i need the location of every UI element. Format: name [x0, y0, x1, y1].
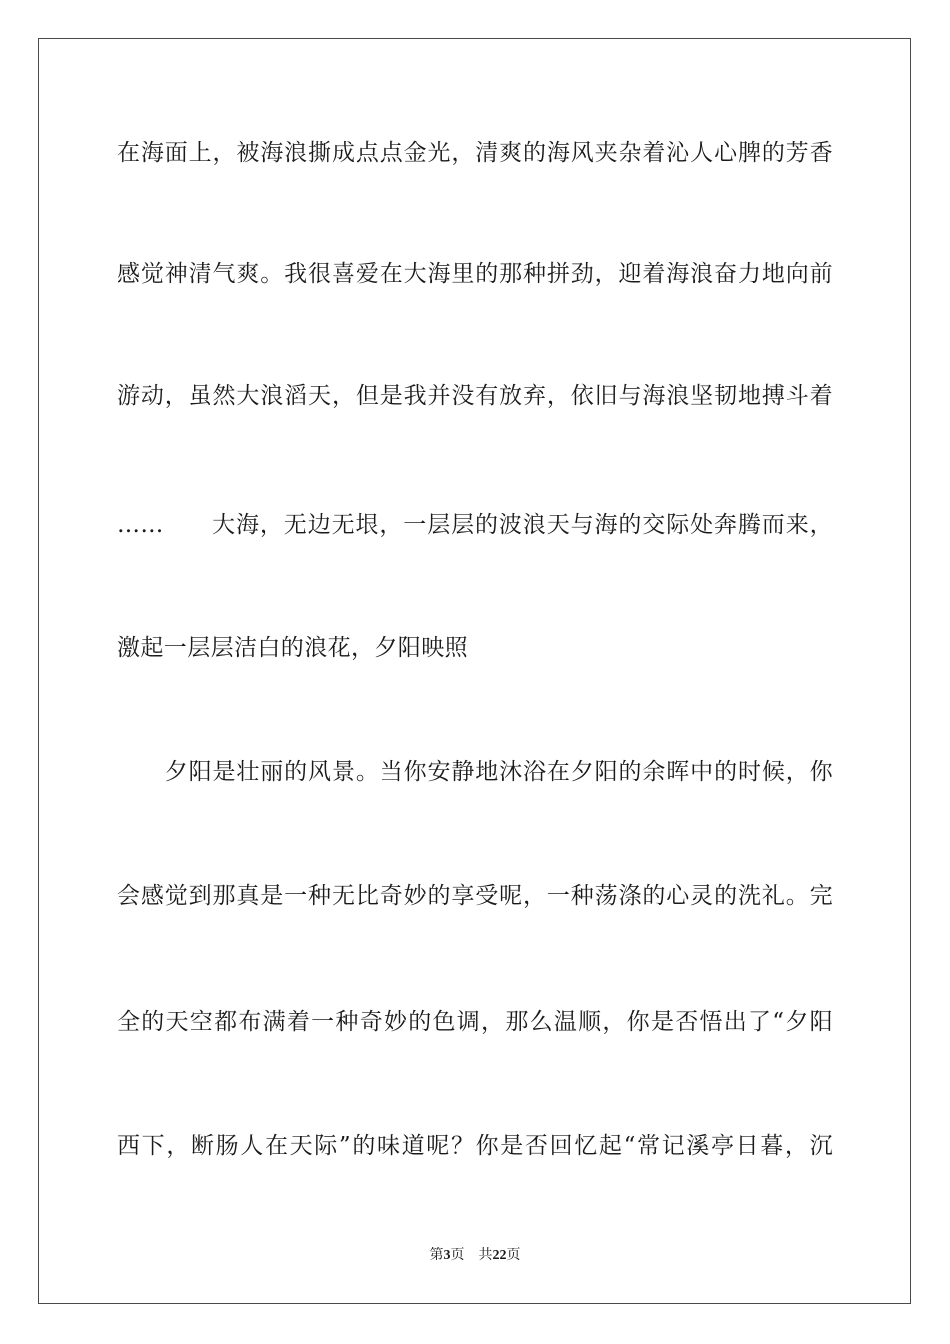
body-text-line: 会感觉到那真是一种无比奇妙的享受呢，一种荡涤的心灵的洗礼。完	[117, 883, 833, 909]
page-footer	[0, 1246, 950, 1265]
page-number: 3	[443, 1248, 451, 1263]
body-text-line: 夕阳是壮丽的风景。当你安静地沐浴在夕阳的余晖中的时候，你	[117, 759, 833, 785]
body-text-line: 感觉神清气爽。我很喜爱在大海里的那种拼劲，迎着海浪奋力地向前	[117, 261, 833, 287]
total-pages-prefix: 共	[478, 1247, 493, 1263]
total-pages-suffix: 页	[506, 1247, 521, 1263]
body-text-line: 游动，虽然大浪滔天，但是我并没有放弃，依旧与海浪坚韧地搏斗着	[117, 383, 833, 409]
page-number-suffix: 页	[450, 1247, 465, 1263]
body-text-line: 西下，断肠人在天际”的味道呢？你是否回忆起“常记溪亭日暮，沉	[117, 1133, 833, 1159]
body-text-line: 全的天空都布满着一种奇妙的色调，那么温顺，你是否悟出了“夕阳	[117, 1009, 833, 1035]
page-border	[38, 38, 911, 1304]
body-text-line: 激起一层层洁白的浪花，夕阳映照	[117, 635, 468, 661]
total-pages: 22	[492, 1248, 507, 1263]
body-text-line: 在海面上，被海浪撕成点点金光，清爽的海风夹杂着沁人心脾的芳香	[117, 140, 833, 166]
body-text-line: …… 大海，无边无垠，一层层的波浪天与海的交际处奔腾而来，	[117, 512, 833, 538]
page-number-prefix: 第	[429, 1247, 444, 1263]
